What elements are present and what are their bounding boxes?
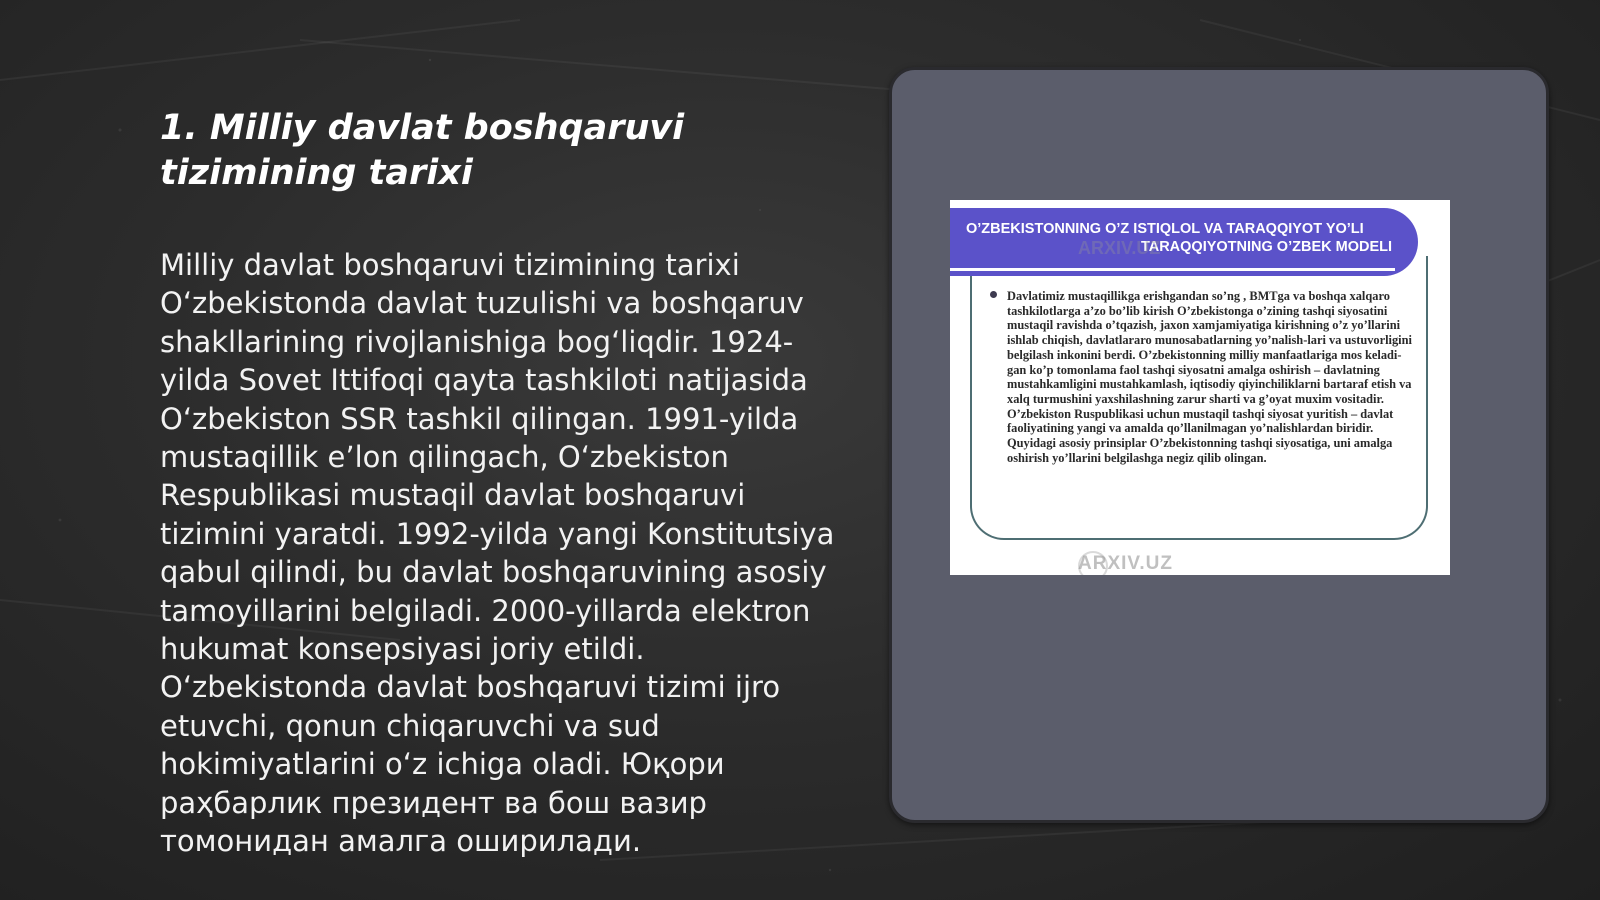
inset-banner-line2: TARAQQIYOTNING O’ZBEK MODELI xyxy=(1140,239,1392,255)
bullet-dot-icon xyxy=(990,291,997,298)
slide-title: 1. Milliy davlat boshqaruvi tizimining tarixi xyxy=(160,108,685,193)
watermark-top: ARXIV.UZ xyxy=(1078,238,1161,258)
watermark-bottom: ARXIV.UZ xyxy=(1078,553,1173,574)
inset-banner xyxy=(950,208,1418,276)
inset-bullet-text: Davlatimiz mustaqillikga erishgandan so’ng , BMTga va boshqa xalqaro tashkilotlarga a’zo bo’lib kirish O’zbekistonga o’zining tashqi siyosatini mustaqil ravishda o’tqazish, jaxon xamjamiyatiga kirishning o’z yo’llarini ishlab chiqish, davlatlararo munosabatlarning yo’nalish-lari va ustuvorligini belgilash inkonini berdi. O’zbekistonning milliy manfaatlariga mos keladi-gan ko’p tomonlama faol tashqi siyosatni amalga oshirish – davlatning mustahkamligini mustahkamlash, iqtisodiy qiyinchiliklarni bartaraf etish va xalq turmushini yaxshilashning zarur sharti va g’oyat muxim vositadir. O’zbekiston Ruspublikasi uchun mustaqil tashqi siyosat yuritish – davlat faoliyatining yangi va amalda qo’llanilmagan yo’nalishlardan biridir. Quyidagi asosiy prinsiplar O’zbekistonning tashqi siyosatiga, uni amalga oshirish yo’llarini belgilashga negiz qilib olingan. xyxy=(1007,289,1412,465)
banner-underline xyxy=(950,268,1395,271)
inset-banner-line1: O’ZBEKISTONNING O’Z ISTIQLOL VA TARAQQIYOT YO’LI xyxy=(966,221,1364,237)
inset-slide-image xyxy=(950,200,1450,575)
slide-body-text: Milliy davlat boshqaruvi tizimining tarixi O‘zbekistonda davlat tuzulishi va boshqaruv shakllarining rivojlanishiga bog‘liqdir. 1924-yilda Sovet Ittifoqi qayta tashkiloti natijasida O‘zbekiston SSR tashkil qilingan. 1991-yilda mustaqillik e’lon qilingach, O‘zbekiston Respublikasi mustaqil davlat boshqaruvi tizimini yaratdi. 1992-yilda yangi Konstitutsiya qabul qilindi, bu davlat boshqaruvining asosiy tamoyillarini belgiladi. 2000-yillarda elektron hukumat konsepsiyasi joriy etildi. O‘zbekistonda davlat boshqaruvi tizimi ijro etuvchi, qonun chiqaruvchi va sud hokimiyatlarini o‘z ichiga oladi. Юқори раҳбарлик президент ва бош вазир томонидан амалга оширилади. xyxy=(160,248,835,859)
